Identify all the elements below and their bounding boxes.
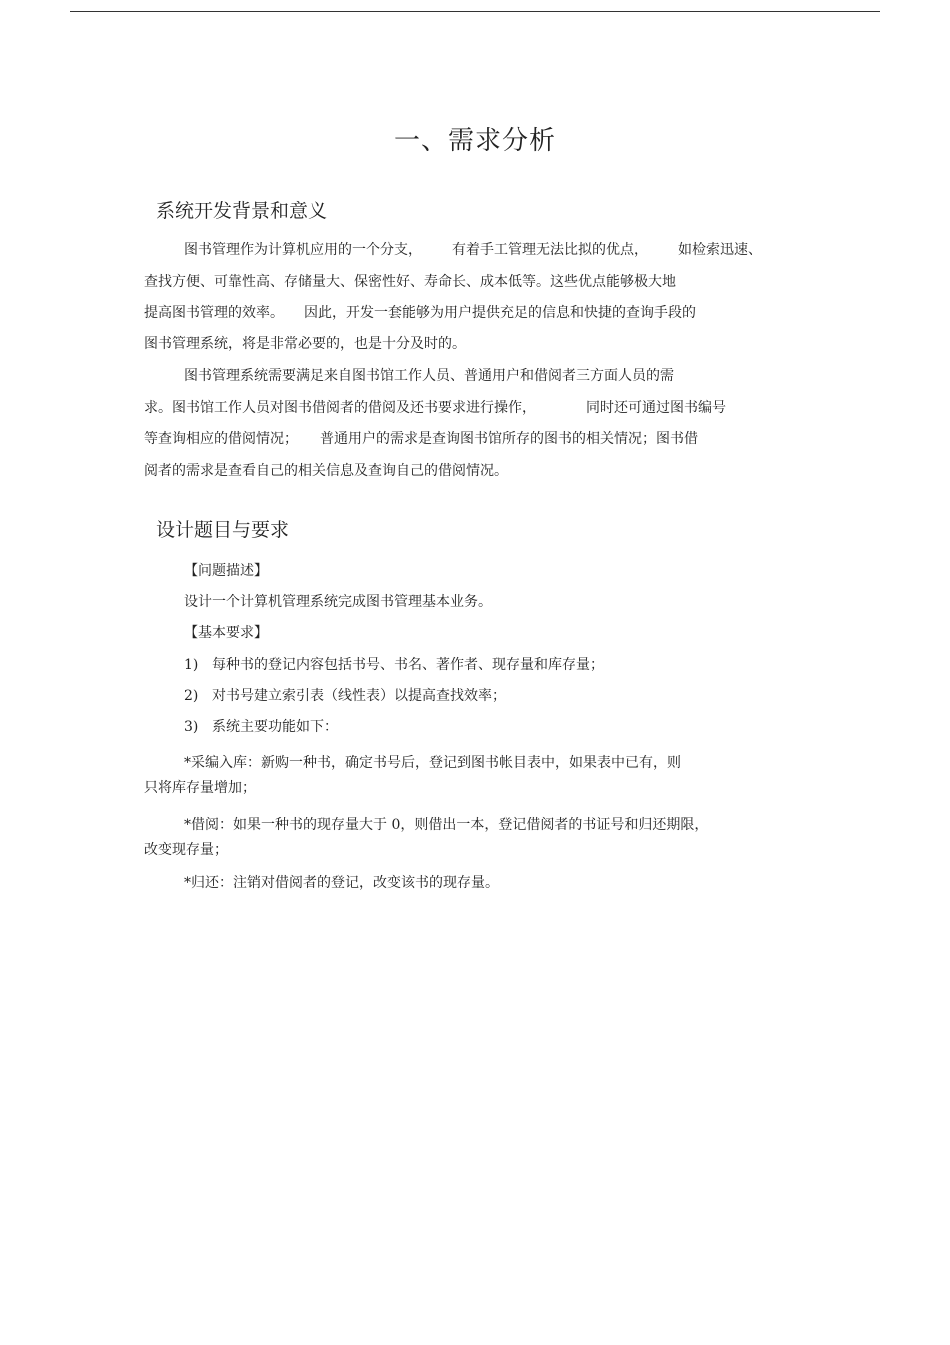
header-rule: [70, 11, 880, 12]
section-heading-requirements: 设计题目与要求: [156, 519, 290, 541]
paragraph-1-line-4: 图书管理系统，将是非常必要的，也是十分及时的。: [144, 336, 466, 352]
paragraph-1-line-1: 图书管理作为计算机应用的一个分支， 有着手工管理无法比拟的优点， 如检索迅速、: [184, 242, 762, 258]
page-title: 一、需求分析: [393, 126, 556, 156]
paragraph-2-line-1: 图书管理系统需要满足来自图书馆工作人员、普通用户和借阅者三方面人员的需: [184, 368, 674, 384]
function-intake-line-2: 只将库存量增加；: [144, 780, 256, 796]
section-heading-background: 系统开发背景和意义: [156, 200, 328, 222]
function-intake-line-1: *采编入库：新购一种书，确定书号后，登记到图书帐目表中，如果表中已有，则: [184, 755, 681, 771]
paragraph-1-line-3: 提高图书管理的效率。 因此，开发一套能够为用户提供充足的信息和快捷的查询手段的: [144, 305, 696, 321]
paragraph-2-line-2: 求。图书馆工作人员对图书借阅者的借阅及还书要求进行操作， 同时还可通过图书编号: [144, 400, 726, 416]
function-return-line-1: *归还：注销对借阅者的登记，改变该书的现存量。: [184, 875, 499, 891]
basic-requirements-label: 【基本要求】: [184, 625, 268, 641]
requirement-item: 1) 每种书的登记内容包括书号、书名、著作者、现存量和库存量；: [184, 657, 604, 673]
paragraph-2-line-4: 阅者的需求是查看自己的相关信息及查询自己的借阅情况。: [144, 463, 508, 479]
paragraph-1-line-2: 查找方便、可靠性高、存储量大、保密性好、寿命长、成本低等。这些优点能够极大地: [144, 274, 676, 290]
paragraph-2-line-3: 等查询相应的借阅情况； 普通用户的需求是查询图书馆所存的图书的相关情况；图书借: [144, 431, 698, 447]
requirement-item: 2) 对书号建立索引表（线性表）以提高查找效率；: [184, 688, 506, 704]
requirement-item: 3) 系统主要功能如下：: [184, 719, 338, 735]
function-borrow-line-1: *借阅：如果一种书的现存量大于 0，则借出一本，登记借阅者的书证号和归还期限，: [184, 817, 709, 833]
problem-description-text: 设计一个计算机管理系统完成图书管理基本业务。: [184, 594, 492, 610]
function-borrow-line-2: 改变现存量；: [144, 842, 228, 858]
problem-description-label: 【问题描述】: [184, 563, 268, 579]
